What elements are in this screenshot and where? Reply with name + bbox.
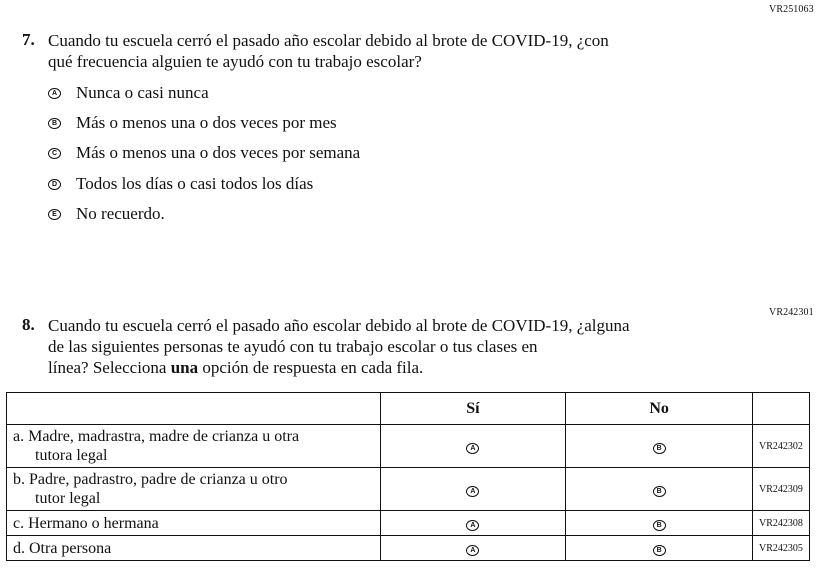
row-label-b-line1: b. Padre, padrastro, padre de crianza u otro — [13, 471, 288, 488]
answer-bubble-d[interactable]: D — [48, 179, 61, 190]
question-8-text-line2: de las siguientes personas te ayudó con tu trabajo escolar o tus clases en — [48, 337, 538, 356]
row-a-code: VR242302 — [752, 425, 809, 468]
question-8-text-emphasis: una — [170, 358, 199, 377]
row-label-a-line2: tutora legal — [35, 447, 108, 464]
answer-bubble-row-b-yes[interactable]: A — [466, 486, 479, 497]
answer-bubble-row-c-no[interactable]: B — [653, 520, 666, 531]
q7-option-e-label: No recuerdo. — [76, 204, 165, 223]
row-label-d: d. Otra persona — [7, 536, 381, 561]
table-row — [7, 536, 810, 561]
table-row — [7, 468, 810, 511]
row-b-no-cell — [566, 468, 753, 511]
q7-option-e[interactable] — [48, 203, 165, 225]
q7-option-c-label: Más o menos una o dos veces por semana — [76, 143, 361, 162]
table-row — [7, 511, 810, 536]
q7-option-b-label: Más o menos una o dos veces por mes — [76, 113, 337, 132]
question-8-text-line3 — [48, 357, 630, 378]
answer-bubble-row-c-yes[interactable]: A — [466, 520, 479, 531]
q7-option-c[interactable] — [48, 142, 360, 164]
table-row — [7, 425, 810, 468]
q7-option-d-label: Todos los días o casi todos los días — [76, 174, 314, 193]
row-b-code: VR242309 — [752, 468, 809, 511]
answer-bubble-c[interactable]: C — [48, 148, 61, 159]
row-c-code: VR242308 — [752, 511, 809, 536]
question-8-number: 8. — [22, 315, 35, 334]
answer-bubble-row-b-no[interactable]: B — [653, 486, 666, 497]
answer-bubble-b[interactable]: B — [48, 118, 61, 129]
column-header-yes: Sí — [380, 393, 566, 425]
q7-option-a-label: Nunca o casi nunca — [76, 83, 209, 102]
question-8-text — [48, 315, 630, 378]
q7-option-a[interactable] — [48, 82, 209, 104]
row-a-no-cell — [566, 425, 753, 468]
question-8-code: VR242301 — [769, 307, 814, 318]
row-label-b — [7, 468, 381, 511]
answer-bubble-row-d-no[interactable]: B — [653, 545, 666, 556]
row-a-yes-cell — [380, 425, 566, 468]
question-7-text-line1: Cuando tu escuela cerró el pasado año escolar debido al brote de COVID-19, ¿con — [48, 31, 609, 50]
row-d-code: VR242305 — [752, 536, 809, 561]
row-label-a-line1: a. Madre, madrastra, madre de crianza u otra — [13, 428, 300, 445]
question-8-text-line3-end: opción de respuesta en cada fila. — [198, 358, 424, 377]
row-d-no-cell — [566, 536, 753, 561]
row-b-yes-cell — [380, 468, 566, 511]
question-8-text-line1: Cuando tu escuela cerró el pasado año escolar debido al brote de COVID-19, ¿alguna — [48, 316, 630, 335]
answer-bubble-row-a-yes[interactable]: A — [466, 443, 479, 454]
row-label-a — [7, 425, 381, 468]
answer-bubble-row-a-no[interactable]: B — [653, 443, 666, 454]
grid-header-row — [7, 393, 810, 425]
grid-header-code-blank — [752, 393, 809, 425]
answer-bubble-row-d-yes[interactable]: A — [466, 545, 479, 556]
row-c-yes-cell — [380, 511, 566, 536]
question-8-text-line3-start: línea? Selecciona — [48, 358, 171, 377]
row-d-yes-cell — [380, 536, 566, 561]
question-7-number: 7. — [22, 30, 35, 49]
question-7-text — [48, 30, 609, 72]
grid-header-blank — [7, 393, 381, 425]
row-c-no-cell — [566, 511, 753, 536]
question-7-code: VR251063 — [769, 4, 814, 15]
row-label-b-line2: tutor legal — [35, 490, 101, 507]
question-7-text-line2: qué frecuencia alguien te ayudó con tu trabajo escolar? — [48, 52, 422, 71]
column-header-no: No — [566, 393, 753, 425]
answer-grid — [6, 392, 810, 561]
answer-bubble-a[interactable]: A — [48, 88, 61, 99]
row-label-c: c. Hermano o hermana — [7, 511, 381, 536]
answer-bubble-e[interactable]: E — [48, 209, 61, 220]
q7-option-b[interactable] — [48, 112, 337, 134]
q7-option-d[interactable] — [48, 173, 313, 195]
